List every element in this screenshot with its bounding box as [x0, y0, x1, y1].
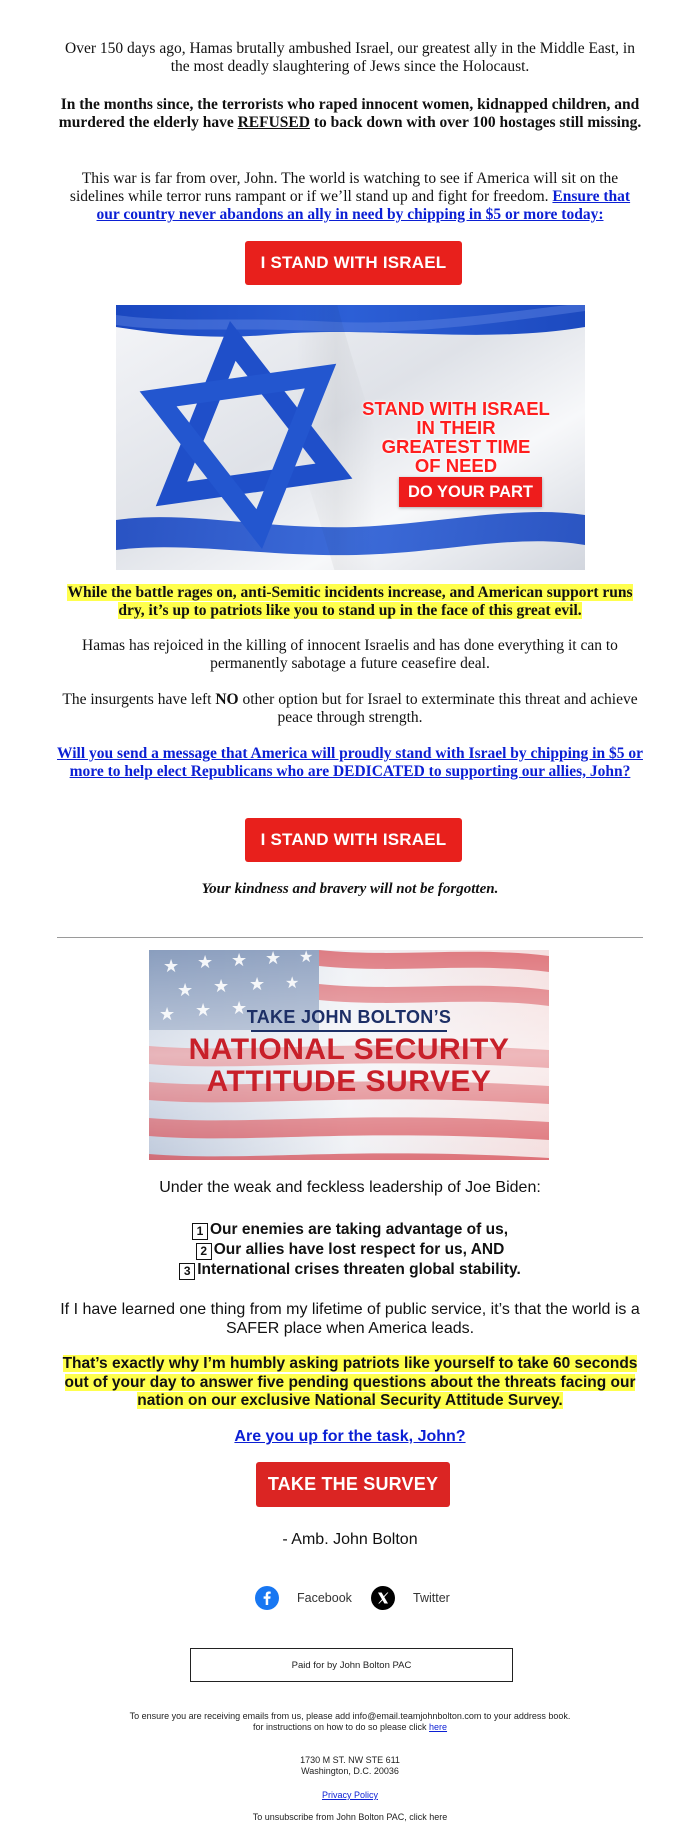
israel-banner-headline: [356, 399, 556, 475]
stand-with-israel-button-1[interactable]: I STAND WITH ISRAEL: [245, 241, 462, 285]
donate-link-middle[interactable]: Will you send a message that America will proudly stand with Israel by chipping in $5 or more to help elect Republicans who are DEDICATED to supporting our allies, John?: [57, 745, 643, 780]
take-the-survey-button[interactable]: TAKE THE SURVEY: [256, 1462, 450, 1507]
footer-ensure: [57, 1711, 643, 1733]
headline-line-3: GREATEST TIME: [381, 436, 531, 457]
closing-line: Your kindness and bravery will not be forgotten.: [201, 881, 499, 897]
survey-point-text: Our enemies are taking advantage of us,: [209, 1221, 509, 1238]
privacy-policy-link[interactable]: Privacy Policy: [321, 1790, 378, 1800]
footer-here-link[interactable]: here: [429, 1722, 448, 1732]
intro-p2-text: In the months since, the terrorists who raped innocent women, kidnapped children, and murdered the elderly have: [58, 96, 640, 131]
keycap-2-icon: 2: [196, 1243, 212, 1260]
do-your-part-button[interactable]: DO YOUR PART: [399, 477, 542, 507]
israel-flag-banner[interactable]: [116, 305, 585, 570]
stand-with-israel-button-2[interactable]: I STAND WITH ISRAEL: [245, 818, 462, 862]
insurgents-tail: other option but for Israel to exterminate this threat and achieve peace through strength.: [238, 691, 638, 726]
footer-privacy: [57, 1790, 643, 1801]
survey-intro: Under the weak and feckless leadership of Joe Biden:: [159, 1179, 541, 1196]
survey-point: [57, 1240, 643, 1260]
donate-link-top[interactable]: Ensure that our country never abandons an ally in need by chipping in $5 or more today:: [96, 188, 631, 223]
survey-point: [57, 1260, 643, 1280]
no-emphasis: NO: [215, 691, 239, 708]
survey-banner-title: [149, 1034, 549, 1098]
facebook-label: Facebook: [297, 1591, 352, 1605]
intro-p3-text: This war is far from over, John. The world is watching to see if America will sit on the sidelines while terror runs rampant or if we’ll stand up and fight for freedom.: [69, 170, 619, 205]
survey-points: [57, 1220, 643, 1280]
footer-instructions: [57, 1722, 643, 1733]
headline-line-2: IN THEIR: [416, 417, 496, 438]
footer-ensure-text: To ensure you are receiving emails from us, please add info@email.teamjohnbolton.com to your address book.: [129, 1711, 571, 1721]
facebook-link[interactable]: [255, 1586, 352, 1610]
twitter-label: Twitter: [413, 1591, 450, 1605]
paid-for-box: [190, 1648, 513, 1682]
survey-link[interactable]: Are you up for the task, John?: [234, 1428, 466, 1445]
x-twitter-icon: [371, 1586, 395, 1610]
survey-banner-line-1: TAKE JOHN BOLTON’S: [246, 1007, 452, 1027]
address-line-1: 1730 M ST. NW STE 611: [300, 1755, 400, 1765]
refused-emphasis: REFUSED: [237, 114, 310, 131]
keycap-3-icon: 3: [179, 1263, 195, 1280]
survey-lesson: If I have learned one thing from my lifetime of public service, it’s that the world is a SAFER place when America leads.: [60, 1301, 640, 1337]
survey-point: [57, 1220, 643, 1240]
headline-line-4: OF NEED: [414, 455, 498, 476]
footer-address: [57, 1755, 643, 1777]
intro-paragraph-3: [57, 170, 643, 224]
highlight-text: While the battle rages on, anti-Semitic incidents increase, and American support runs dry, it’s up to patriots like you to stand up in the face of this great evil.: [67, 584, 633, 619]
twitter-link[interactable]: [371, 1586, 450, 1610]
footer-instructions-text: for instructions on how to do so please click: [252, 1722, 430, 1732]
survey-banner[interactable]: [149, 950, 549, 1160]
address-line-2: Washington, D.C. 20036: [301, 1766, 399, 1776]
survey-highlight-paragraph: [57, 1355, 643, 1411]
survey-question: [57, 1428, 643, 1446]
survey-highlight-text: That’s exactly why I’m humbly asking patriots like yourself to take 60 seconds out of your day to answer five pending questions about the threats facing our nation on our exclusive National Security Attitude Survey.: [62, 1355, 638, 1409]
signature: - Amb. John Bolton: [282, 1531, 418, 1548]
hamas-paragraph: Hamas has rejoiced in the killing of innocent Israelis and has done everything it can to permanently sabotage a future ceasefire deal.: [82, 637, 618, 672]
survey-banner-underline: [251, 1030, 447, 1032]
paid-for-text: Paid for by John Bolton PAC: [291, 1659, 412, 1671]
facebook-icon: [255, 1586, 279, 1610]
insurgents-paragraph: [57, 691, 643, 727]
intro-paragraph-1: Over 150 days ago, Hamas brutally ambushed Israel, our greatest ally in the Middle East, in the most deadly slaughtering of Jews since the Holocaust.: [65, 40, 635, 75]
insurgents-text: The insurgents have left: [62, 691, 216, 708]
footer-unsubscribe[interactable]: To unsubscribe from John Bolton PAC, click here: [252, 1812, 448, 1822]
highlight-paragraph: [57, 584, 643, 620]
intro-p2-tail: to back down with over 100 hostages still missing.: [309, 114, 642, 131]
survey-banner-line-3: ATTITUDE SURVEY: [206, 1065, 492, 1098]
message-paragraph: [57, 745, 643, 781]
survey-banner-line-2: NATIONAL SECURITY: [188, 1033, 510, 1066]
keycap-1-icon: 1: [192, 1223, 208, 1240]
section-divider: [57, 937, 643, 938]
survey-point-text: Our allies have lost respect for us, AND: [213, 1241, 505, 1258]
survey-point-text: International crises threaten global stability.: [197, 1261, 521, 1278]
headline-line-1: STAND WITH ISRAEL: [362, 398, 550, 419]
intro-paragraph-2: [57, 96, 643, 132]
